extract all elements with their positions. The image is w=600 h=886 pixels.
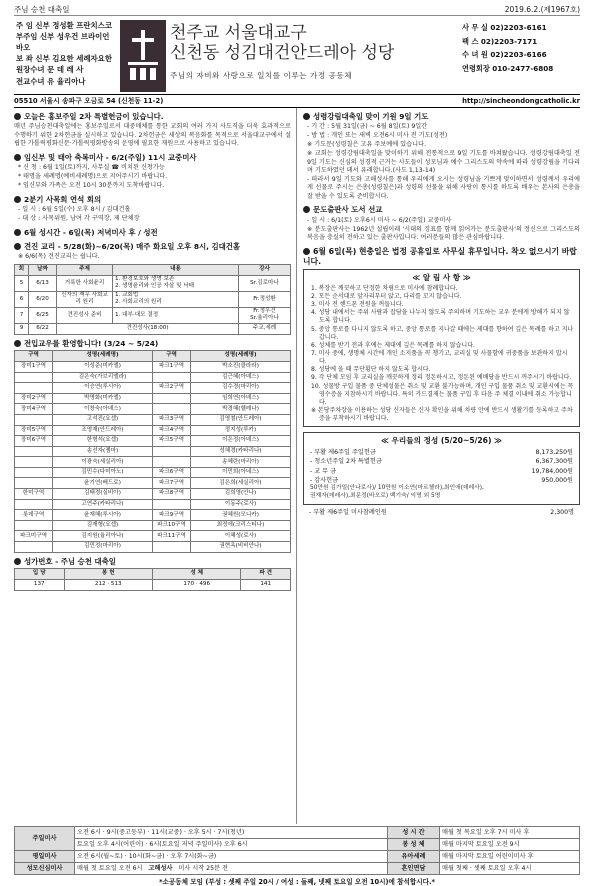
table-cell: 임희연(아녜스) — [191, 393, 291, 404]
bullet-icon — [14, 113, 21, 120]
section-title — [303, 112, 580, 121]
section-item: ※ 기도문(성령칠은 고유 주보예에 있습니다. — [307, 141, 427, 149]
table-header: 날짜 — [29, 264, 57, 275]
table-cell: 장미5구역 — [15, 425, 53, 436]
table-cell: 파크10구역 — [153, 520, 191, 531]
contact-line: 사 무 실 02)2203-6161 — [462, 23, 547, 32]
table-row — [15, 436, 291, 447]
section-title — [14, 153, 291, 162]
bullet-icon — [14, 243, 21, 250]
table-header: 주제 — [57, 264, 113, 275]
notice-item: 10. 성물방 구입 물품 중 단체성물은 취소 및 교환 불가능하며, 개인 구입 물품 취소 및 교환시에는 꼭 영수증을 지참하시기 바랍니다. 특히 카드결제는 물품 구입 후 다음 주 체결 이내에 취소 가능합니다. — [311, 382, 574, 406]
notice-item: 9. 각 단체 모임 후 교리실을 깨끗하게 정리 정돈하시고, 정돈된 예배당을 반드시 꺼주시기 바랍니다. — [311, 374, 572, 382]
table-cell — [15, 372, 53, 383]
offering-title: ≪ 우리들의 정성 (5/20~5/26) ≫ — [380, 436, 503, 446]
table-cell: 오전 6시 · 9시(중고등부) · 11시(교중) · 오후 5시 · 7시(청년) — [75, 827, 388, 839]
right-column — [297, 108, 580, 824]
address-bar — [14, 95, 580, 108]
section-title — [303, 205, 580, 214]
table-cell: 신자의 책무 사회교리 원리 — [57, 291, 113, 307]
table-cell: 권현옥(비비안나) — [191, 542, 291, 553]
offering-amount: 19,784,000원 — [531, 467, 573, 475]
table-cell: 파크2구역 — [153, 383, 191, 394]
table-cell — [15, 467, 53, 478]
bulletin-page — [14, 4, 580, 886]
cross-logo-icon — [124, 26, 162, 86]
table-cell: 토요일 오후 4시(어린이) · 6시(토요일 저녁 주일미사) 오후 6시 — [75, 839, 388, 851]
section-item: * 신 청 : 6월 1일(토)까지, 사무실 ☎ 비치된 신청가능 — [18, 164, 165, 172]
table-cell: 견진성사 준비 — [57, 307, 113, 323]
table-cell: 이민희(아네스) — [191, 467, 291, 478]
table-cell: 김희영(안나) — [191, 489, 291, 500]
section-text: ※ 분도출판사는 1962년 설립이래 '시대의 징표를 함께 읽어가는 분도출판사'의 정신으로 그리스도의 복음을 충실히 전하고 있는 출판사입니다. 여러분들의 많은 관심바랍니다. — [307, 225, 580, 242]
contact-list — [462, 17, 580, 94]
table-row — [15, 489, 291, 500]
attendance-count: 2,300명 — [550, 509, 574, 517]
table-row — [15, 361, 291, 372]
section-title — [14, 557, 291, 566]
notice-item: 6. 성체를 받기 전과 후에는 제대에 깊은 목례를 하지 않습니다. — [311, 341, 475, 349]
table-cell: 정지성(루카) — [191, 425, 291, 436]
table-cell: 주교,세례 — [239, 323, 291, 334]
table-cell: Fr.정성환 — [239, 291, 291, 307]
section-title-text: 오늘은 홍보주일 2차 특별헌금이 있습니다. — [24, 112, 164, 121]
table-row — [15, 457, 291, 468]
staff-line: 주 임 신부 정성환 프란치스코 — [16, 21, 112, 30]
table-cell: 이성준(미카엘) — [53, 361, 153, 372]
table-cell — [153, 499, 191, 510]
table-cell: 한형석(요셉) — [53, 436, 153, 447]
bullet-icon — [14, 340, 21, 347]
confirmation-table — [14, 264, 291, 335]
table-cell: 파크4구역 — [153, 425, 191, 436]
church-title-line1: 천주교 서울대교구 — [170, 23, 307, 43]
section-title-text: 성가번호 - 주님 승천 대축일 — [24, 556, 116, 566]
section-title — [14, 112, 291, 121]
table-cell: 1. 대부·대모 결정 — [113, 307, 239, 323]
table-cell: 박경혜(헬레나) — [191, 404, 291, 415]
table-cell: 박명화(미카엘) — [53, 393, 153, 404]
table-row — [15, 446, 291, 457]
table-cell: 봉 성 체 — [388, 839, 440, 851]
issue-date: 2019.6.2.(제1967호) — [504, 4, 580, 14]
table-cell: 윤기연(베드로) — [53, 478, 153, 489]
bullet-icon — [303, 206, 310, 213]
table-cell: 최정애(크리스티나) — [191, 520, 291, 531]
table-row — [15, 851, 580, 863]
table-cell — [15, 457, 53, 468]
content-columns — [14, 108, 580, 824]
table-cell: 6/13 — [29, 275, 57, 291]
table-cell — [15, 499, 53, 510]
table-cell: Fr.정우건 Sr.율리아나 — [239, 307, 291, 323]
table-cell: 주일미사 — [15, 827, 75, 851]
table-cell: 오전 6시(월~토) · 10시(화~금) · 오후 7시(화~금) — [75, 851, 388, 863]
table-cell: 170 · 496 — [152, 579, 240, 590]
table-cell: 혼인면담 — [388, 863, 440, 875]
staff-list — [14, 17, 116, 94]
section-item: - 방 법 : 개인 또는 새벽 오전6시 미사 전 기도(성전) — [307, 132, 448, 140]
newcomer-table — [14, 350, 291, 553]
table-row — [15, 499, 291, 510]
section-title-text: 6월 6일(목) 현충일은 법정 공휴일로 사무실 휴무입니다. 착오 없으시기 바랍니다. — [303, 246, 577, 266]
table-cell: 137 — [15, 579, 65, 590]
contact-line: 연령회장 010-2477-6808 — [462, 64, 554, 74]
table-cell: 김재형(요셉) — [53, 520, 153, 531]
section-title-text: 성령강림대축일 맞이 기원 9일 기도 — [313, 112, 429, 121]
offering-label: - 교 무 금 — [310, 467, 337, 475]
table-cell: 박소진(클라라) — [191, 361, 291, 372]
offering-label: - 부활 제6주일 주일헌금 — [310, 448, 376, 456]
table-header: 성명(세례명) — [191, 350, 291, 361]
table-row — [15, 275, 291, 291]
table-cell — [15, 478, 53, 489]
table-row — [15, 579, 291, 590]
table-cell: 고연주(카타리나) — [53, 499, 153, 510]
bullet-icon — [14, 154, 21, 161]
table-cell: 김근혜(아녜스) — [191, 372, 291, 383]
table-cell: 김은숙(가브리엘라) — [53, 372, 153, 383]
offering-row — [310, 476, 573, 485]
bullet-icon — [303, 113, 310, 120]
table-row — [15, 404, 291, 415]
table-cell: 이승연(루시아) — [53, 383, 153, 394]
table-cell: 매월 마지막 토요일 어린이미사 후 — [440, 851, 580, 863]
table-cell — [15, 520, 53, 531]
table-row — [15, 323, 291, 334]
left-column — [14, 108, 297, 824]
table-header: 파 견 — [241, 568, 291, 579]
contact-line: 수 녀 원 02)2203-6166 — [462, 50, 547, 60]
section-title-text: 6월 성시간 - 6일(목) 저녁미사 후 / 성전 — [24, 228, 158, 238]
table-header: 구역 — [15, 350, 53, 361]
header — [14, 17, 580, 95]
table-cell: 6/22 — [29, 323, 57, 334]
table-cell: 파크5구역 — [153, 436, 191, 447]
table-cell — [153, 542, 191, 553]
table-row — [15, 307, 291, 323]
table-header: 강사 — [239, 264, 291, 275]
church-logo — [120, 20, 166, 92]
notice-item: 3. 미사 전 핸드폰 전원을 꺼둡니다. — [311, 301, 404, 309]
table-row — [15, 839, 580, 851]
table-row — [15, 531, 291, 542]
table-cell: 파크7구역 — [153, 478, 191, 489]
section-title — [14, 339, 291, 348]
table-header: 성명(세례명) — [53, 350, 153, 361]
section-item: * 임신부와 가족은 오전 10시 30분까지 도착바랍니다. — [18, 182, 165, 190]
table-header: 구역 — [153, 350, 191, 361]
notice-item: 4. 성당 내에서는 주위 사람과 잡담을 나누지 않도록 주의하며 기도하는 교우 분에게 방해가 되지 않도록 합니다. — [311, 309, 570, 325]
table-cell: 장미1구역 — [15, 361, 53, 372]
table-cell: 김수경(마리아) — [191, 383, 291, 394]
table-row — [15, 383, 291, 394]
bullet-icon — [14, 558, 21, 565]
table-row — [15, 863, 580, 875]
table-row — [15, 510, 291, 521]
contact-line: 팩 스 02)2203-7171 — [462, 36, 538, 46]
table-cell: 송혜란(마리아) — [191, 457, 291, 468]
offering-row — [310, 457, 573, 466]
table-cell: 이창숙(아녜스) — [53, 404, 153, 415]
section-text: - 따라서 9일 기도와 고해성사를 통해 우리에게 오시는 성령님을 기쁘게 맞이하면서 성령께서 우리에게 선물로 주시는 은총(성령칠은)과 성령의 선물을 위해 사랑이 통시를 하도록 배우는 본사의 은총을 잘 받을 수 있도록 준비합시다. — [307, 175, 580, 200]
mass-attendance — [303, 508, 580, 517]
table-row — [15, 467, 291, 478]
table-cell: 성혜경(카타리나) — [191, 446, 291, 457]
table-cell: 거룩한 사회윤리 — [57, 275, 113, 291]
table-row — [15, 425, 291, 436]
section-item: - 대 상 : 사목위원, 남여 각 구역장, 제 단체장 — [18, 215, 140, 223]
table-cell: 윤재혜(루시아) — [53, 510, 153, 521]
website-link[interactable]: http://sincheondongcatholic.kr — [462, 96, 580, 105]
feast-name: 주님 승천 대축일 — [14, 4, 70, 14]
footer-note: *소공동체 모임 (부성 : 셋째 주일 20시 / 여성 : 둘째, 넷째 토요일 오전 10시)에 참석합시다.* — [159, 878, 435, 886]
section-title-text: 견진 교리 - 5/28(화)~6/20(목) 매주 화요일 오후 8시, 김대건홀 — [24, 241, 241, 251]
section-text: ※ 교회는 성령강림대축일을 맞이하기 위해 전통적으로 9일 기도를 바쳐왔습니다. 성령강림대축일 전 9일 기도는 신심의 성경적 근거는 사도들이 성모님과 예수 그리스도의 약속에 따라 성령강림을 기다리며 기도하였던 데서 유래합니다.(사도 1,13-14) — [307, 150, 580, 175]
table-cell: 6 — [15, 291, 29, 307]
table-cell: 파크미구역 — [15, 531, 53, 542]
table-cell: 212 · 513 — [64, 579, 152, 590]
table-cell: 김민수(다미아노) — [53, 467, 153, 478]
notice-item: 7. 미사 중에, 생명체 시간에 개인 소지품을 꼭 챙기고, 교리실 및 사물함에 귀중품을 보관하지 맙시다. — [311, 350, 568, 366]
table-cell: 김민정(마리아) — [53, 542, 153, 553]
notice-box — [303, 269, 580, 427]
table-cell: 6/25 — [29, 307, 57, 323]
table-cell: 고석진(요셉) — [53, 414, 153, 425]
table-cell: 유아세례 — [388, 851, 440, 863]
table-cell-text: 매월 첫 토요일 오전 6시 — [77, 864, 143, 872]
table-cell: 한미구역 — [15, 489, 53, 500]
offering-note: 권재자(데레사),최문정(바오로) 백기숙/ 익명 외 5명 — [310, 493, 441, 500]
section-item: * 태명을 세례명(예비세례명)으로 지어주시기 바랍니다. — [18, 173, 168, 181]
table-cell: 141 — [241, 579, 291, 590]
section-item: - 일 시 : 6/1(토) 오후6시 미사 ~ 6/2(주일) 교중미사 — [307, 216, 452, 224]
table-cell: 성 시 간 — [388, 827, 440, 839]
table-row — [15, 478, 291, 489]
notice-item: 1. 복장은 깨끗하고 단정한 차림으로 미사에 참례합니다. — [311, 284, 458, 292]
table-cell: 파크1구역 — [153, 361, 191, 372]
table-header: 입 당 — [15, 568, 65, 579]
topbar — [14, 4, 580, 16]
notice-item: 5. 중앙 통로를 다니지 않도록 하고, 중앙 통로를 지나갈 때에는 제대를 향하여 깊은 목례를 하고 지나갑니다. — [311, 325, 574, 341]
bullet-icon — [14, 229, 21, 236]
section-item: - 일 시 : 6월 5일(수) 오후 8시 / 김대건홀 — [18, 206, 131, 214]
table-row — [15, 291, 291, 307]
table-cell: Sr.김로마나 — [239, 275, 291, 291]
offering-label: - 감사헌금 — [310, 476, 339, 484]
table-cell: 5 — [15, 275, 29, 291]
section-item: ※ 6/6(목) 견진교리는 쉽니다. — [18, 252, 100, 260]
notice-title: ≪ 알 림 사 항 ≫ — [412, 273, 471, 283]
section-title-text: 문도출판사 도서 선교 — [313, 205, 383, 215]
section-title-text: 임신부 및 태아 축복미사 - 6/2(주일) 11시 교중미사 — [24, 152, 197, 162]
staff-line: 보 좌 신부 김요한 세례자요한 — [16, 54, 112, 64]
mass-schedule-table — [14, 826, 580, 875]
section-title-text: 2분기 사목회 연석 회의 — [24, 195, 102, 205]
table-cell: 1. 환경보호와 생명 보존 2. 생명윤리와 인공 자살 및 낙태 — [113, 275, 239, 291]
table-cell — [153, 446, 191, 457]
table-cell: 파크3구역 — [153, 414, 191, 425]
staff-line: 원장수녀 문 데 레 사 — [16, 65, 84, 75]
section-text: 매년 주님승천대축일에는 홍보주일로서 대중매체를 통한 교회의 여러 가지 사도직을 더욱 효과적으로 수행하기 위한 2차헌금을 실시하고 있습니다. 2차헌금은 세상의 복음화를 목적으로 서울대교구에서 설립한 가톨릭평화신문·가톨릭평화방송의 운영에 필요한 재원으로 사용하고 있습니다. — [14, 123, 291, 148]
table-cell: 김지원(율리아나) — [53, 531, 153, 542]
table-cell: 7 — [15, 307, 29, 323]
table-cell: 파크11구역 — [153, 531, 191, 542]
table-cell: 매월 첫 목요일 오후 7시 미사 후 — [440, 827, 580, 839]
table-cell: 이혜성(로사) — [191, 531, 291, 542]
church-title-line2: 신천동 성김대건안드레아 성당 — [170, 43, 395, 64]
table-cell: 매월 첫째 · 셋째 토요일 오후 4시 — [440, 863, 580, 875]
table-cell: 이동주(로사) — [191, 499, 291, 510]
table-cell: 조영재(안드레아) — [53, 425, 153, 436]
offering-amount: 6,367,300원 — [535, 458, 573, 466]
address: 05510 서울시 송파구 오금로 54 (신천동 11-2) — [14, 96, 164, 105]
table-cell: 파크6구역 — [153, 467, 191, 478]
notice-item: ※ 본당주차장을 이용하는 성당 신자들은 신자 확인을 위해 차량 안에 반드시 생활기를 등록하고 주차증을 부착하시기 바랍니다. — [311, 407, 573, 423]
bullet-icon — [14, 196, 21, 203]
section-title — [14, 195, 291, 204]
table-cell: 성모신심미사 — [15, 863, 75, 875]
table-cell: 파크8구역 — [153, 489, 191, 500]
table-cell: 롯데구역 — [15, 510, 53, 521]
table-cell — [75, 863, 388, 875]
table-cell: 김영철(안드레아) — [191, 414, 291, 425]
table-cell: 권혜원(모니카) — [191, 510, 291, 521]
offering-box — [303, 432, 580, 505]
table-cell — [15, 414, 53, 425]
table-cell: 견진성사(18:00) — [57, 323, 239, 334]
title-block — [170, 17, 462, 94]
table-cell: 이은정(아녜스) — [191, 436, 291, 447]
notice-item: 8. 성당에 올 때 무단횡단 하지 않도록 합시다. — [311, 366, 431, 374]
table-cell: 장미6구역 — [15, 436, 53, 447]
table-cell — [15, 383, 53, 394]
offering-amount: 8,173,250원 — [535, 448, 573, 456]
notice-item: 2. 모든 순서대로 앞자리부터 앉고, 다리를 꼬지 않습니다. — [311, 292, 462, 300]
table-row — [15, 393, 291, 404]
staff-line: 부주임 신부 성우건 브라이언바오 — [16, 32, 110, 53]
table-cell-text: 고해성사 — [148, 864, 173, 872]
table-row — [15, 542, 291, 553]
table-cell — [153, 393, 191, 404]
table-cell: 1. 교회법 2. 사회교리의 원리 — [113, 291, 239, 307]
table-cell-text: 미사 시작 25분 전 — [178, 864, 228, 872]
table-cell — [15, 542, 53, 553]
table-row — [15, 372, 291, 383]
section-item: - 기 간 : 5월 31일(금) ~ 6월 8일(토) 9일간 — [307, 123, 428, 131]
offering-amount: 950,000원 — [541, 476, 573, 484]
table-cell — [153, 457, 191, 468]
offering-label: - 청소년주일 2차 특별헌금 — [310, 458, 382, 466]
table-cell: 이광숙(세실리아) — [53, 457, 153, 468]
motto: 주님의 자비와 사랑으로 일치를 이루는 가정 공동체 — [170, 70, 353, 80]
table-cell: 파크9구역 — [153, 510, 191, 521]
table-cell — [153, 372, 191, 383]
hymn-table — [14, 568, 291, 591]
offering-row — [310, 448, 573, 457]
offering-row — [310, 467, 573, 476]
table-cell — [153, 404, 191, 415]
section-title-text: 전입교우를 환영합니다! (3/24 ~ 5/24) — [24, 338, 159, 348]
table-cell: 송선자(젬마) — [53, 446, 153, 457]
table-cell: 매월 마지막 토요일 오전 9시 — [440, 839, 580, 851]
offering-note: 50만원 김가밀(안나로사)/ 10만원 이소연(마르첼라),최인애(데레사), — [310, 485, 484, 492]
section-title — [14, 242, 291, 251]
table-row — [15, 827, 580, 839]
table-header: 회 — [15, 264, 29, 275]
table-cell: 9 — [15, 323, 29, 334]
table-row — [15, 520, 291, 531]
table-cell: 장미4구역 — [15, 404, 53, 415]
table-cell: 장미2구역 — [15, 393, 53, 404]
table-cell: 김은희(세실리아) — [191, 478, 291, 489]
table-cell: 평일미사 — [15, 851, 75, 863]
table-cell: 김태경(실비아) — [53, 489, 153, 500]
bullet-icon — [303, 248, 310, 255]
staff-line: 전교수녀 유 율리아나 — [16, 76, 86, 86]
section-title — [14, 228, 291, 237]
table-header: 봉 헌 — [64, 568, 152, 579]
table-header: 내용 — [113, 264, 239, 275]
table-header: 성 체 — [152, 568, 240, 579]
table-cell — [15, 446, 53, 457]
table-cell: 6/20 — [29, 291, 57, 307]
attendance-label: - 부활 제6주일 미사참례인원 — [309, 509, 387, 517]
section-title — [303, 247, 580, 266]
table-row — [15, 414, 291, 425]
